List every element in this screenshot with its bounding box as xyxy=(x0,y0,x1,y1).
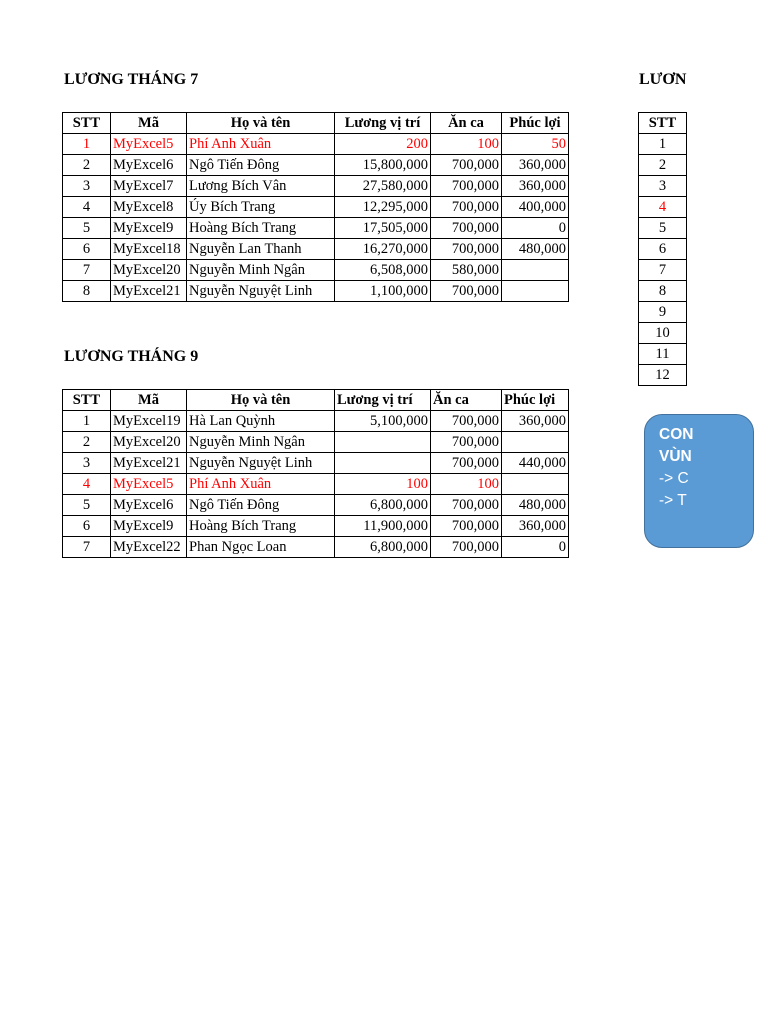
cell-stt[interactable]: 9 xyxy=(639,302,687,323)
table-row xyxy=(63,197,569,218)
header-stt[interactable]: STT xyxy=(639,113,687,134)
header-stt[interactable]: STT xyxy=(63,390,111,411)
header-stt[interactable]: STT xyxy=(63,113,111,134)
table-row xyxy=(63,474,569,495)
table-body xyxy=(63,134,569,302)
table-row xyxy=(639,323,687,344)
table-body xyxy=(639,134,687,386)
cell-phuc-loi[interactable] xyxy=(502,281,569,302)
cell-stt[interactable]: 2 xyxy=(63,155,111,176)
header-luong-vi-tri[interactable]: Lương vị trí xyxy=(335,390,431,411)
cell-ho-va-ten[interactable]: Nguyễn Lan Thanh xyxy=(187,239,335,260)
cell-phuc-loi[interactable]: 400,000 xyxy=(502,197,569,218)
cell-stt[interactable]: 1 xyxy=(639,134,687,155)
cell-stt[interactable]: 3 xyxy=(63,453,111,474)
cell-luong-vi-tri[interactable] xyxy=(335,453,431,474)
cell-ho-va-ten[interactable]: Lương Bích Vân xyxy=(187,176,335,197)
cell-luong-vi-tri[interactable]: 27,580,000 xyxy=(335,176,431,197)
cell-phuc-loi[interactable]: 360,000 xyxy=(502,516,569,537)
cell-ho-va-ten[interactable]: Phí Anh Xuân xyxy=(187,474,335,495)
cell-ma[interactable]: MyExcel19 xyxy=(111,411,187,432)
cell-ho-va-ten[interactable]: Nguyễn Minh Ngân xyxy=(187,432,335,453)
cell-an-ca[interactable]: 700,000 xyxy=(431,537,502,558)
cell-phuc-loi[interactable] xyxy=(502,432,569,453)
cell-an-ca[interactable]: 100 xyxy=(431,474,502,495)
table-luong-thang-7 xyxy=(62,112,569,302)
cell-ma[interactable]: MyExcel6 xyxy=(111,495,187,516)
cell-ho-va-ten[interactable]: Ngô Tiến Đông xyxy=(187,155,335,176)
header-ma[interactable]: Mã xyxy=(111,113,187,134)
table-row xyxy=(63,218,569,239)
cell-ma[interactable]: MyExcel9 xyxy=(111,516,187,537)
cell-an-ca[interactable]: 700,000 xyxy=(431,176,502,197)
cell-ho-va-ten[interactable]: Hoàng Bích Trang xyxy=(187,218,335,239)
table-row xyxy=(63,411,569,432)
table-row xyxy=(639,218,687,239)
cell-stt[interactable]: 4 xyxy=(63,474,111,495)
cell-ho-va-ten[interactable]: Nguyễn Minh Ngân xyxy=(187,260,335,281)
table-row xyxy=(63,260,569,281)
title-luong-thang-7: LƯƠNG THÁNG 7 xyxy=(64,71,199,88)
cell-stt[interactable]: 3 xyxy=(639,176,687,197)
cell-stt[interactable]: 4 xyxy=(639,197,687,218)
cell-phuc-loi[interactable]: 440,000 xyxy=(502,453,569,474)
cell-ma[interactable]: MyExcel22 xyxy=(111,537,187,558)
cell-ma[interactable]: MyExcel21 xyxy=(111,453,187,474)
cell-an-ca[interactable]: 700,000 xyxy=(431,453,502,474)
cell-phuc-loi[interactable] xyxy=(502,474,569,495)
cell-phuc-loi[interactable]: 50 xyxy=(502,134,569,155)
callout-line-1: CON xyxy=(659,426,694,443)
table-row xyxy=(63,453,569,474)
cell-stt[interactable]: 7 xyxy=(639,260,687,281)
cell-stt[interactable]: 6 xyxy=(63,516,111,537)
cell-ma[interactable]: MyExcel5 xyxy=(111,474,187,495)
table-header-row xyxy=(63,113,569,134)
callout-note-shape[interactable] xyxy=(644,414,754,548)
callout-line-3: -> C xyxy=(659,470,689,487)
title-luong-thang-9: LƯƠNG THÁNG 9 xyxy=(64,348,199,365)
cell-stt[interactable]: 5 xyxy=(639,218,687,239)
header-an-ca[interactable]: Ăn ca xyxy=(431,113,502,134)
header-an-ca[interactable]: Ăn ca xyxy=(431,390,502,411)
cell-ma[interactable]: MyExcel9 xyxy=(111,218,187,239)
cell-stt[interactable]: 8 xyxy=(639,281,687,302)
table-row xyxy=(63,176,569,197)
cell-ho-va-ten[interactable]: Hà Lan Quỳnh xyxy=(187,411,335,432)
cell-an-ca[interactable]: 700,000 xyxy=(431,432,502,453)
cell-ho-va-ten[interactable]: Úy Bích Trang xyxy=(187,197,335,218)
cell-stt[interactable]: 3 xyxy=(63,176,111,197)
table-row xyxy=(639,134,687,155)
header-luong-vi-tri[interactable]: Lương vị trí xyxy=(335,113,431,134)
cell-luong-vi-tri[interactable]: 1,100,000 xyxy=(335,281,431,302)
cell-phuc-loi[interactable] xyxy=(502,260,569,281)
table-row xyxy=(639,302,687,323)
header-phuc-loi[interactable]: Phúc lợi xyxy=(502,390,569,411)
cell-an-ca[interactable]: 700,000 xyxy=(431,155,502,176)
header-ho-va-ten[interactable]: Họ và tên xyxy=(187,113,335,134)
cell-an-ca[interactable]: 700,000 xyxy=(431,239,502,260)
title-luong-partial: LƯƠN xyxy=(639,71,687,88)
table-luong-thang-9 xyxy=(62,389,569,558)
cell-luong-vi-tri[interactable]: 16,270,000 xyxy=(335,239,431,260)
table-row xyxy=(639,239,687,260)
cell-ho-va-ten[interactable]: Phí Anh Xuân xyxy=(187,134,335,155)
cell-stt[interactable]: 10 xyxy=(639,323,687,344)
table-row xyxy=(63,134,569,155)
cell-an-ca[interactable]: 580,000 xyxy=(431,260,502,281)
cell-an-ca[interactable]: 700,000 xyxy=(431,218,502,239)
header-phuc-loi[interactable]: Phúc lợi xyxy=(502,113,569,134)
cell-ho-va-ten[interactable]: Ngô Tiến Đông xyxy=(187,495,335,516)
cell-luong-vi-tri[interactable]: 6,800,000 xyxy=(335,495,431,516)
cell-ma[interactable]: MyExcel8 xyxy=(111,197,187,218)
cell-ma[interactable]: MyExcel20 xyxy=(111,260,187,281)
cell-ho-va-ten[interactable]: Hoàng Bích Trang xyxy=(187,516,335,537)
cell-stt[interactable]: 8 xyxy=(63,281,111,302)
cell-an-ca[interactable]: 700,000 xyxy=(431,495,502,516)
cell-luong-vi-tri[interactable]: 17,505,000 xyxy=(335,218,431,239)
cell-stt[interactable]: 2 xyxy=(63,432,111,453)
cell-ma[interactable]: MyExcel6 xyxy=(111,155,187,176)
cell-ho-va-ten[interactable]: Phan Ngọc Loan xyxy=(187,537,335,558)
header-ma[interactable]: Mã xyxy=(111,390,187,411)
table-header-row xyxy=(639,113,687,134)
cell-stt[interactable]: 12 xyxy=(639,365,687,386)
cell-stt[interactable]: 7 xyxy=(63,260,111,281)
cell-phuc-loi[interactable]: 360,000 xyxy=(502,155,569,176)
cell-stt[interactable]: 1 xyxy=(63,134,111,155)
cell-ho-va-ten[interactable]: Nguyễn Nguyệt Linh xyxy=(187,453,335,474)
cell-ma[interactable]: MyExcel5 xyxy=(111,134,187,155)
table-row xyxy=(63,281,569,302)
cell-ma[interactable]: MyExcel7 xyxy=(111,176,187,197)
table-row xyxy=(639,155,687,176)
cell-an-ca[interactable]: 700,000 xyxy=(431,411,502,432)
callout-line-4: -> T xyxy=(659,492,687,509)
cell-phuc-loi[interactable]: 480,000 xyxy=(502,239,569,260)
table-row xyxy=(639,197,687,218)
cell-luong-vi-tri[interactable]: 100 xyxy=(335,474,431,495)
cell-luong-vi-tri[interactable]: 12,295,000 xyxy=(335,197,431,218)
callout-line-2: VÙN xyxy=(659,448,692,465)
cell-stt[interactable]: 6 xyxy=(63,239,111,260)
cell-stt[interactable]: 5 xyxy=(63,495,111,516)
cell-ho-va-ten[interactable]: Nguyễn Nguyệt Linh xyxy=(187,281,335,302)
table-stt-partial xyxy=(638,112,687,386)
cell-stt[interactable]: 5 xyxy=(63,218,111,239)
cell-an-ca[interactable]: 100 xyxy=(431,134,502,155)
table-row xyxy=(63,155,569,176)
cell-phuc-loi[interactable]: 0 xyxy=(502,537,569,558)
header-ho-va-ten[interactable]: Họ và tên xyxy=(187,390,335,411)
cell-stt[interactable]: 1 xyxy=(63,411,111,432)
cell-stt[interactable]: 11 xyxy=(639,344,687,365)
cell-phuc-loi[interactable]: 360,000 xyxy=(502,411,569,432)
cell-phuc-loi[interactable]: 480,000 xyxy=(502,495,569,516)
table-header-row xyxy=(63,390,569,411)
cell-an-ca[interactable]: 700,000 xyxy=(431,516,502,537)
cell-an-ca[interactable]: 700,000 xyxy=(431,281,502,302)
table-body xyxy=(63,411,569,558)
cell-luong-vi-tri[interactable]: 6,800,000 xyxy=(335,537,431,558)
cell-stt[interactable]: 6 xyxy=(639,239,687,260)
cell-luong-vi-tri[interactable]: 6,508,000 xyxy=(335,260,431,281)
table-row xyxy=(63,239,569,260)
cell-phuc-loi[interactable]: 360,000 xyxy=(502,176,569,197)
cell-luong-vi-tri[interactable]: 200 xyxy=(335,134,431,155)
cell-luong-vi-tri[interactable]: 15,800,000 xyxy=(335,155,431,176)
cell-phuc-loi[interactable]: 0 xyxy=(502,218,569,239)
cell-stt[interactable]: 2 xyxy=(639,155,687,176)
cell-stt[interactable]: 4 xyxy=(63,197,111,218)
table-row xyxy=(639,344,687,365)
cell-ma[interactable]: MyExcel20 xyxy=(111,432,187,453)
cell-stt[interactable]: 7 xyxy=(63,537,111,558)
cell-luong-vi-tri[interactable] xyxy=(335,432,431,453)
table-row xyxy=(639,176,687,197)
cell-ma[interactable]: MyExcel21 xyxy=(111,281,187,302)
cell-luong-vi-tri[interactable]: 11,900,000 xyxy=(335,516,431,537)
table-row xyxy=(63,537,569,558)
table-row xyxy=(63,495,569,516)
table-row xyxy=(639,260,687,281)
cell-ma[interactable]: MyExcel18 xyxy=(111,239,187,260)
cell-an-ca[interactable]: 700,000 xyxy=(431,197,502,218)
cell-luong-vi-tri[interactable]: 5,100,000 xyxy=(335,411,431,432)
table-row xyxy=(639,281,687,302)
table-row xyxy=(639,365,687,386)
table-row xyxy=(63,516,569,537)
table-row xyxy=(63,432,569,453)
